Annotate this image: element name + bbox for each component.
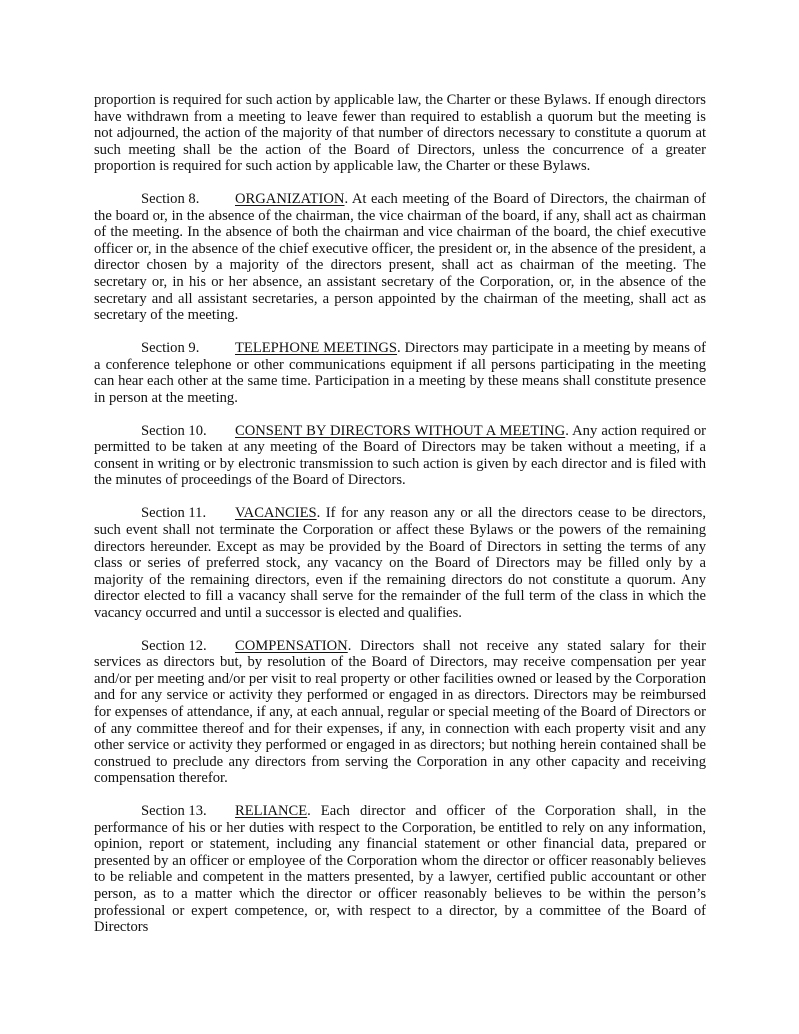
continuation-paragraph: proportion is required for such action by applicable law, the Charter or these Bylaws. If enough directors have withdrawn from a meeting to leave fewer than required to establish a quorum but the meeting is not adjourned, the action of the majority of that number of directors necessary to constitute a quorum at such meeting shall be the action of the Board of Directors, unless the concurrence of a greater proportion is required for such action by applicable law, the Charter or these Bylaws. <box>94 92 706 175</box>
section-9 <box>94 340 706 406</box>
section-11 <box>94 505 706 621</box>
section-label: Section 9. <box>141 340 200 357</box>
section-body: . If for any reason any or all the directors cease to be directors, such event shall not terminate the Corporation or affect these Bylaws or the powers of the remaining directors hereunder. Except as may be provided by the Board of Directors in setting the terms of any class or series of preferred stock, any vacancy on the Board of Directors may be filled only by a majority of the remaining directors, even if the remaining directors do not constitute a quorum. Any director elected to fill a vacancy shall serve for the remainder of the full term of the class in which the vacancy occurred and until a successor is elected and qualifies. <box>94 505 706 621</box>
section-body: . At each meeting of the Board of Directors, the chairman of the board or, in the absence of the chairman, the vice chairman of the board, if any, shall act as chairman of the meeting. In the absence of both the chairman and vice chairman of the board, the chief executive officer or, in the absence of the chief executive officer, the president or, in the absence of the president, a director chosen by a majority of the directors present, shall act as chairman of the meeting. The secretary or, in his or her absence, an assistant secretary of the Corporation, or, in the absence of the secretary and all assistant secretaries, a person appointed by the chairman of the meeting, shall act as secretary of the meeting. <box>94 191 706 324</box>
section-body: . Directors may participate in a meeting by means of a conference telephone or other communications equipment if all persons participating in the meeting can hear each other at the same time. Participation in a meeting by these means shall constitute presence in person at the meeting. <box>94 340 706 406</box>
section-label: Section 13. <box>141 803 207 820</box>
document-page <box>94 92 706 952</box>
section-10 <box>94 423 706 489</box>
section-8 <box>94 191 706 323</box>
section-label: Section 8. <box>141 191 200 208</box>
section-label: Section 12. <box>141 637 207 654</box>
section-title: COMPENSATION <box>235 637 348 654</box>
section-12 <box>94 638 706 787</box>
section-body: . Each director and officer of the Corporation shall, in the performance of his or her duties with respect to the Corporation, be entitled to rely on any information, opinion, report or statement, including any financial statement or other financial data, prepared or presented by an officer or employee of the Corporation whom the director or officer reasonably believes to be reliable and competent in the matters presented, by a lawyer, certified public accountant or other person, as to a matter which the director or officer reasonably believes to be within the person’s professional or expert competence, or, with respect to a director, by a committee of the Board of Directors <box>94 803 706 936</box>
section-title: VACANCIES <box>235 505 317 522</box>
section-13 <box>94 803 706 935</box>
section-label: Section 10. <box>141 422 207 439</box>
section-body: . Directors shall not receive any stated salary for their services as directors but, by resolution of the Board of Directors, may receive compensation per year and/or per meeting and/or per visit to real property or other facilities owned or leased by the Corporation and for any service or activity they performed or engaged in as directors. Directors may be reimbursed for expenses of attendance, if any, at each annual, regular or special meeting of the Board of Directors or of any committee thereof and for their expenses, if any, in connection with each property visit and any other service or activity they performed or engaged in as directors; but nothing herein contained shall be construed to preclude any directors from serving the Corporation in any other capacity and receiving compensation therefor. <box>94 637 706 787</box>
section-title: TELEPHONE MEETINGS <box>235 340 398 357</box>
section-title: CONSENT BY DIRECTORS WITHOUT A MEETING <box>235 422 566 439</box>
section-title: RELIANCE <box>235 803 308 820</box>
section-title: ORGANIZATION <box>235 191 345 208</box>
section-label: Section 11. <box>141 505 207 522</box>
section-body: . Any action required or permitted to be taken at any meeting of the Board of Directors may be taken without a meeting, if a consent in writing or by electronic transmission to such action is given by each director and is filed with the minutes of proceedings of the Board of Directors. <box>94 422 706 489</box>
